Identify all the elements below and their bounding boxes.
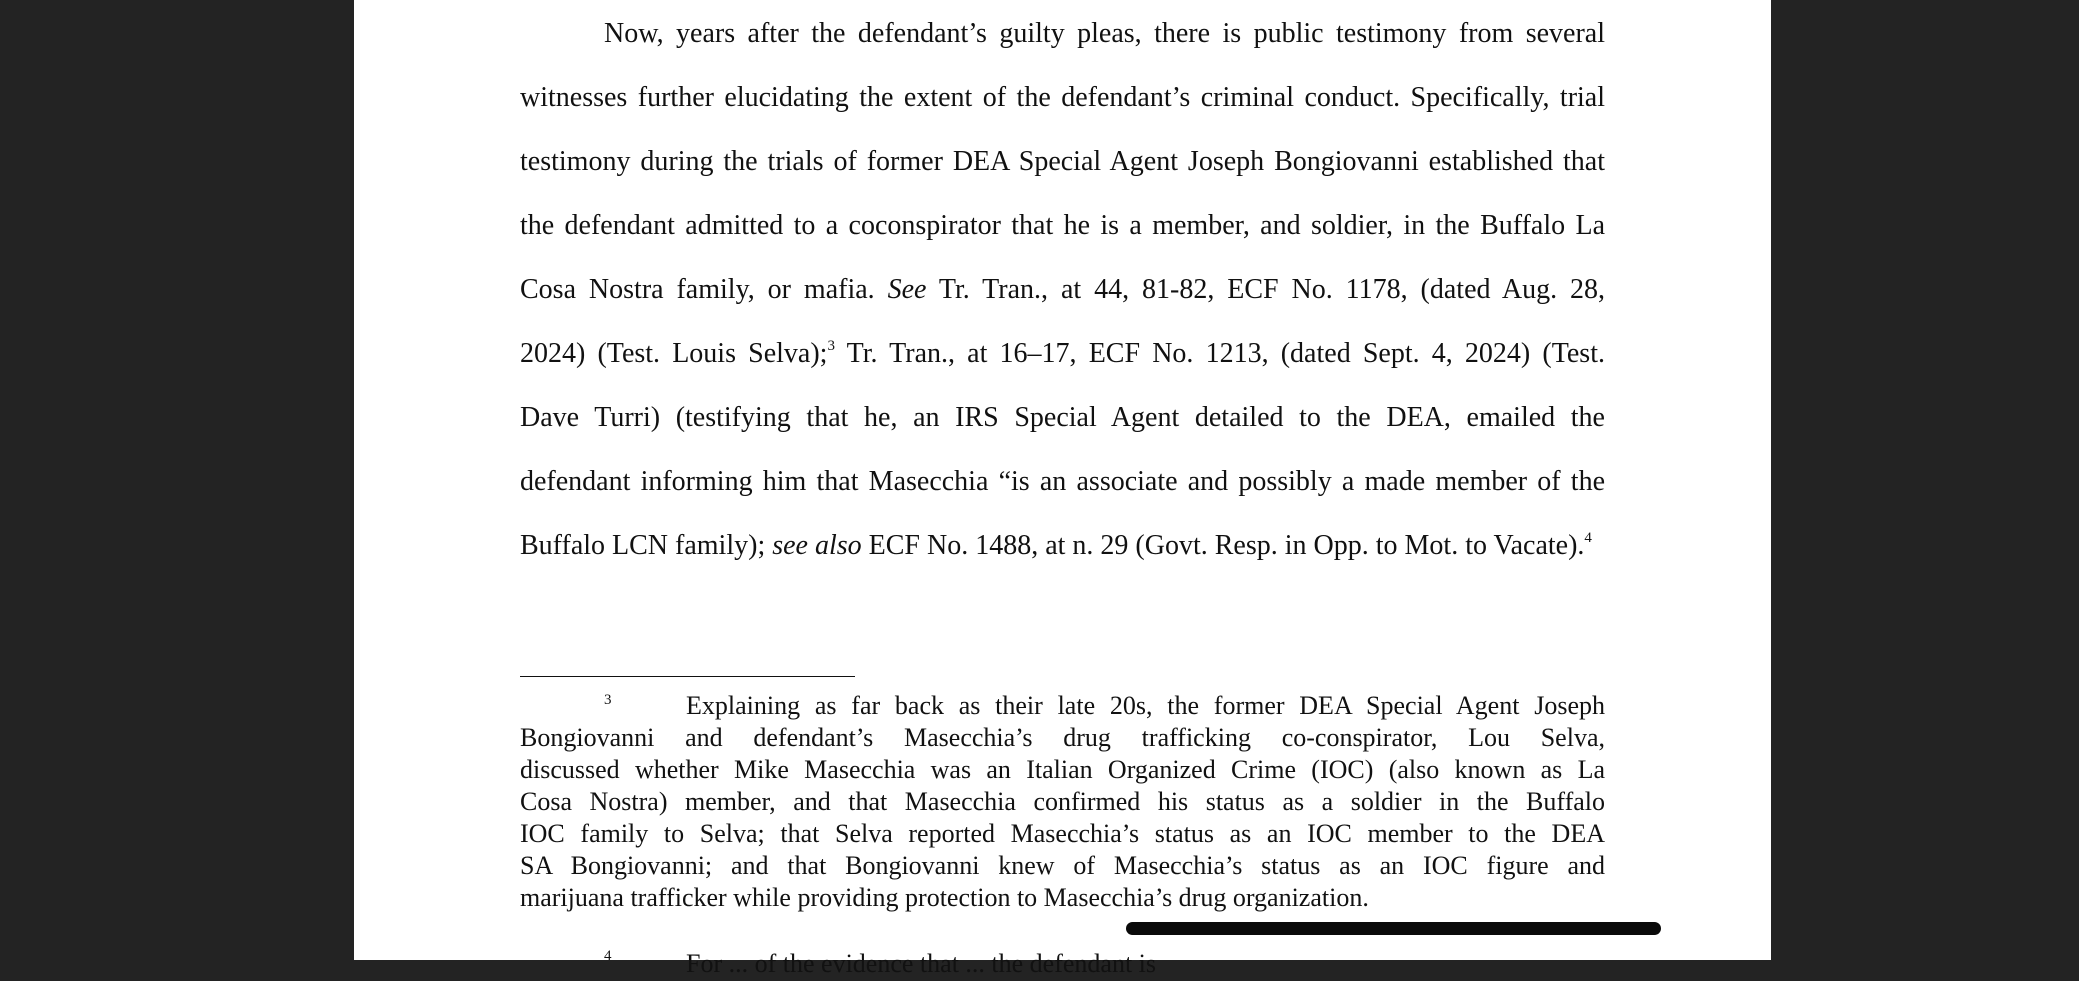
footnote-4-partial: For ... of the evidence that ... the defendant is	[686, 949, 1157, 978]
scroll-indicator-bar[interactable]	[1126, 922, 1661, 935]
footnote-line: marijuana trafficker while providing protection to Masecchia’s drug organization.	[520, 883, 1369, 912]
body-line: the defendant admitted to a coconspirator that he is a member, and soldier, in the Buffalo La	[520, 210, 1605, 241]
footnote-3-marker: 3	[604, 692, 612, 708]
footnote-ref-4[interactable]: 4	[1584, 530, 1592, 546]
body-line: Now, years after the defendant’s guilty pleas, there is public testimony from several	[604, 18, 1605, 49]
footnote-line: Bongiovanni and defendant’s Masecchia’s drug trafficking co-conspirator, Lou Selva,	[520, 723, 1605, 752]
footnote-line: IOC family to Selva; that Selva reported Masecchia’s status as an IOC member to the DEA	[520, 819, 1605, 848]
footnote-line: Explaining as far back as their late 20s, the former DEA Special Agent Joseph	[686, 691, 1605, 720]
footnote-line: SA Bongiovanni; and that Bongiovanni knew of Masecchia’s status as an IOC figure and	[520, 851, 1605, 880]
document-page	[354, 0, 1771, 978]
body-line-text: Tr. Tran., at 16–17, ECF No. 1213, (dated Sept. 4, 2024) (Test.	[846, 338, 1605, 369]
body-line-text: Buffalo LCN family);	[520, 530, 766, 561]
body-line-text: Cosa Nostra family, or mafia.	[520, 274, 875, 305]
body-line-text: Tr. Tran., at 44, 81-82, ECF No. 1178, (dated Aug. 28,	[938, 274, 1606, 305]
see-also-signal: see also	[772, 530, 862, 561]
body-line: Dave Turri) (testifying that he, an IRS Special Agent detailed to the DEA, emailed the	[520, 402, 1605, 433]
body-line-text: ECF No. 1488, at n. 29 (Govt. Resp. in Opp. to Mot. to Vacate).	[868, 530, 1585, 561]
footnote-separator	[520, 676, 855, 677]
body-line: testimony during the trials of former DEA Special Agent Joseph Bongiovanni established that	[520, 146, 1605, 177]
footnote-ref-3[interactable]: 3	[827, 338, 835, 354]
body-line	[520, 270, 1605, 310]
body-line	[520, 334, 1605, 374]
footnote-4-marker: 4	[604, 948, 612, 964]
body-line: witnesses further elucidating the extent of the defendant’s criminal conduct. Specifically, trial	[520, 82, 1605, 113]
body-line	[520, 526, 1605, 566]
footnote-line: discussed whether Mike Masecchia was an Italian Organized Crime (IOC) (also known as La	[520, 755, 1605, 784]
footnote-line: Cosa Nostra) member, and that Masecchia confirmed his status as a soldier in the Buffalo	[520, 787, 1605, 816]
body-line-text: 2024) (Test. Louis Selva);	[520, 338, 828, 369]
see-signal: See	[887, 274, 927, 305]
body-line: defendant informing him that Masecchia “is an associate and possibly a made member of the	[520, 466, 1605, 497]
